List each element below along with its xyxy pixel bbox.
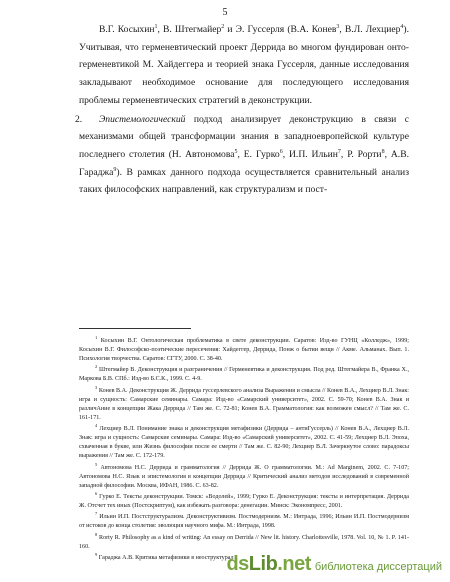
footnote-number: 7 — [95, 511, 98, 517]
main-text — [75, 21, 409, 199]
footnote-2 — [79, 366, 409, 384]
footnote-number: 4 — [95, 423, 98, 429]
logo-lib: Lib — [248, 553, 278, 575]
footnote-7 — [79, 513, 409, 531]
footnotes — [79, 334, 409, 566]
footnote-text: Автономова Н.С. Деррида и грамматология // Деррида Ж. О грамматологии. М.: Ad Marginem, 2002. С. 7-107; Автономова Н.С. Язык и эпистемология в концепции Деррида // Критический анализ методов исследований в современной западной философии. Москва, ИФАН, 1986. С. 63-82. — [79, 464, 409, 489]
text-run: В.Г. Косыхин — [99, 24, 155, 35]
text-run: ). Учитывая, что герменевтический проект Деррида во многом фундирован онто-герменевтикой М. Хайдеггера и теорией знака Гуссерля, данные исследования закладывают необходимое основание для последующего исследования проблемы герменевтических стратегий в деконструкции. — [79, 24, 409, 106]
footnote-text: Ильин И.П. Постструктурализм. Деконструктивизм. Постмодернизм. М.: Интрада, 1996; Ильин И.П. Постмодернизм от истоков до конца столетия: эволюция научного мифа. М.: Интрада, 1998. — [79, 514, 409, 530]
footnote-number: 3 — [95, 384, 98, 390]
footnote-text: Штегмайер В. Деконструкция и разграничения // Герменевтика и деконструкция. Под ред. Штегмайера В., Франка Х., Маркова Б.В. СПб.: Изд-во Б.С.К., 1999. С. 4-9. — [79, 367, 409, 383]
footnote-text: Косыхин В.Г. Онтологическая проблематика в свете деконструкции. Саратов: Изд-во ГУНЦ «Колледж», 1999; Косыхин В.Г. Философско-поэтические пересечения: Хайдеггер, Деррида, Понж о бытии вещи // Акме. Альманах. Вып. 1. Психология творчества. Саратов: СГТУ, 2000. С. 38-40. — [79, 338, 409, 362]
text-run: , И.П. Ильин — [282, 148, 338, 160]
logo-net: .net — [277, 553, 311, 575]
text-run: , Е. Гурко — [237, 148, 280, 160]
watermark-caption: библиотека диссертаций — [314, 560, 442, 573]
footnote-number: 8 — [95, 531, 98, 537]
logo-ds: ds — [226, 553, 249, 575]
footnote-number: 2 — [95, 364, 98, 370]
emphasis-term: Эпистемологический — [99, 113, 186, 125]
footnote-number: 5 — [95, 461, 98, 467]
footnote-ref[interactable]: 9 — [113, 166, 117, 173]
footnote-ref[interactable]: 5 — [234, 148, 238, 155]
page-number: 5 — [222, 7, 228, 18]
list-item-2 — [75, 111, 409, 200]
footnote-ref[interactable]: 2 — [221, 23, 225, 30]
footnote-ref[interactable]: 7 — [337, 148, 341, 155]
dslib-logo[interactable] — [226, 553, 310, 576]
footnote-number: 1 — [95, 334, 98, 340]
footnote-ref[interactable]: 1 — [154, 23, 158, 30]
footnote-text: Конев В.А. Деконструкция Ж. Деррида гуссерлевского анализа Выражения и смысла // Конев В.А., Лехциер В.Л. Знак: игра и сущность: Самарские семинары. Самара: Изд-во «Самарский университет», 2002. С. 59-70; Конев В.А. Знак и различАние в концепции Жака Деррида // Там же. С. 72-81; Конев В.А. Грамматология: как возможен смысл? // Там же. С. 161-171. — [79, 387, 409, 421]
footnote-ref[interactable]: 8 — [381, 148, 385, 155]
footnote-ref[interactable]: 6 — [279, 148, 283, 155]
footnote-ref[interactable]: 3 — [336, 23, 340, 30]
text-run: и Э. Гуссерля (В.А. Конев — [224, 24, 337, 35]
paragraph-1 — [79, 21, 409, 110]
watermark[interactable] — [226, 553, 442, 576]
footnote-number: 6 — [95, 490, 98, 496]
list-item-number: 2. — [75, 113, 83, 125]
text-run: , А.В. Гараджа — [79, 148, 409, 178]
footnote-text: Лехциер В.Л. Понимание знака и деконструкция метафизики (Деррида – антиГуссерль) // Конев В.А., Лехциер В.Л. Знак: игра и сущность: Самарские семинары. Самара: Изд-во «Самарский университет», 2002. С. 41-59; Лехциер В.Л. Эпоха, схваченная в букве, или Жизнь философии после ее смерти // Там же. С. 82-90; Лехциер В.Л. Зачеркнутое слово: парадоксы выражения // Там же. С. 172-179. — [79, 426, 409, 460]
text-run: подход анализирует деконструкцию в связи с механизмами общей трансформации знания в западноевропейской культуре последнего столетия (Н. Автономова — [79, 113, 409, 160]
footnote-1 — [79, 334, 409, 364]
footnote-5 — [79, 461, 409, 491]
footnote-number: 9 — [95, 552, 98, 558]
text-run: , Р. Рорти — [340, 148, 382, 160]
footnote-text: Гурко Е. Тексты деконструкции. Томск: «Водолей», 1999; Гурко Е. Деконструкция: тексты и интерпретация. Деррида Ж. Отсчет тех иных (Постскриптум), как избежать разговора: денегации. Минск: Экономпресс, 2001. — [79, 493, 409, 509]
text-run: , В. Штегмайер — [157, 24, 222, 35]
footnote-4 — [79, 425, 409, 461]
footnote-8 — [79, 531, 409, 552]
text-run: ). В рамках данного подхода осуществляется сравнительный анализ таких философских направлений, как структурализм и пост- — [79, 166, 409, 196]
text-run: , В.Л. Лехциер — [339, 24, 401, 35]
footnote-text: Rorty R. Philosophy as a kind of writing: An essay on Derrida // New lit. history. Charlottesville, 1978. Vol. 10, № 1. P. 141-160. — [79, 534, 409, 550]
footnote-3 — [79, 384, 409, 423]
footnote-ref[interactable]: 4 — [400, 23, 404, 30]
footnote-divider — [79, 328, 191, 329]
list-item-text — [79, 111, 409, 200]
footnote-text: Гараджа А.В. Критика метафизики в неоструктурал — [97, 555, 234, 562]
footnote-6 — [79, 490, 409, 511]
